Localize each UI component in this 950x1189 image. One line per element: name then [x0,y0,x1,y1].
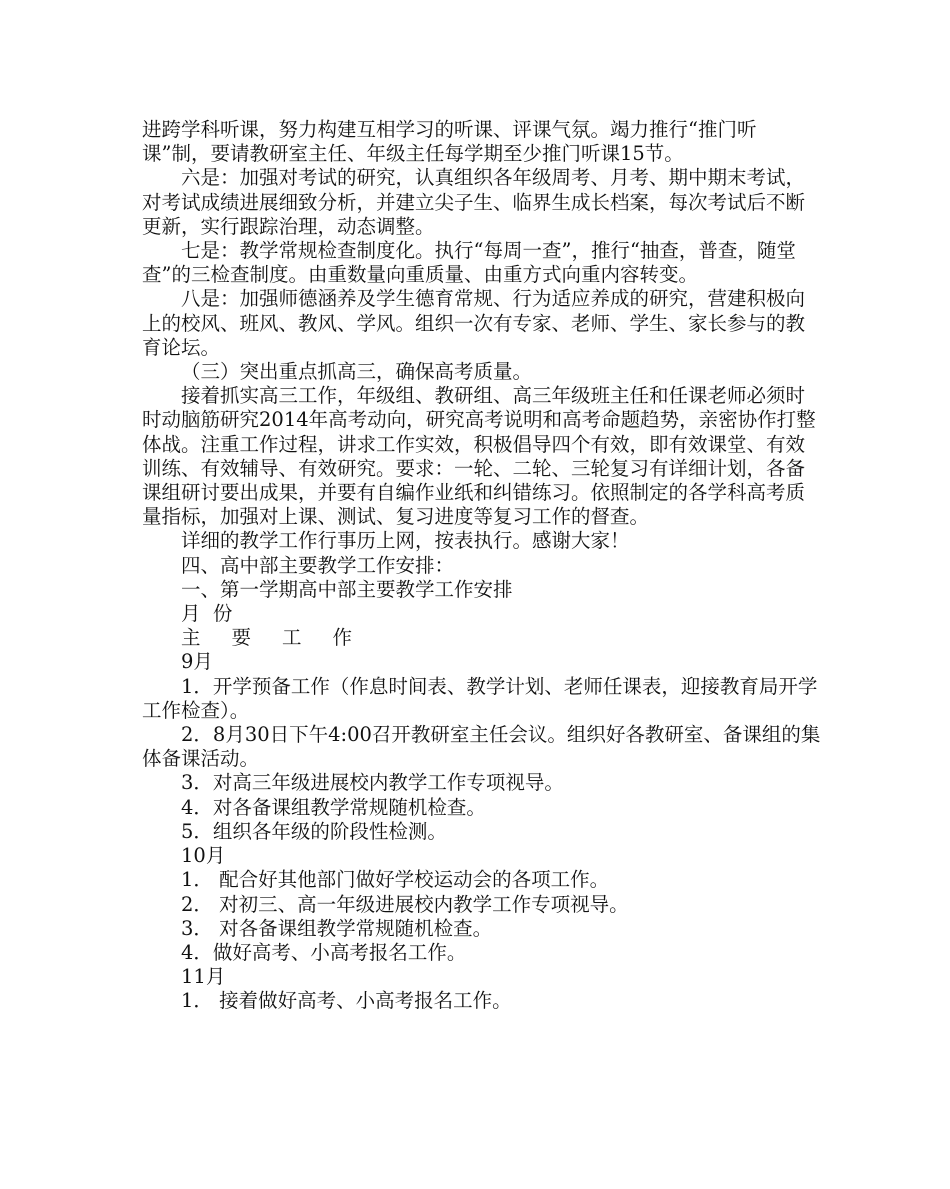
schedule-item: 2．8月30日下午4:00召开教研室主任会议。组织好各教研室、备课组的集体备课活动。 [142,723,821,771]
document-body [142,118,822,1014]
month-label-november: 11月 [181,965,226,989]
schedule-item: 4．做好高考、小高考报名工作。 [181,940,467,964]
schedule-item: 1．开学预备工作（作息时间表、教学计划、老师任课表，迎接教育局开学工作检查）。 [142,674,818,722]
schedule-item: 3．对高三年级进展校内教学工作专项视导。 [181,771,564,795]
paragraph-teacher-ethics: 八是：加强师德涵养及学生德育常规、行为适应养成的研究，营建积极向上的校风、班风、教风、学风。组织一次有专家、老师、学生、家长参与的教育论坛。 [142,287,806,359]
section-heading-first-semester: 一、第一学期高中部主要教学工作安排 [181,577,513,601]
month-label-october: 10月 [181,844,226,868]
paragraph-exam-research: 六是：加强对考试的研究，认真组织各年级周考、月考、期中期末考试，对考试成绩进展细致分析，并建立尖子生、临界生成长档案，每次考试后不断更新，实行跟踪治理，动态调整。 [142,166,806,238]
table-header-work [142,626,822,650]
section-heading-arrangements: 四、高中部主要教学工作安排： [181,553,455,577]
schedule-item: 2． 对初三、高一年级进展校内教学工作专项视导。 [181,892,629,916]
paragraph-routine-inspection: 七是：教学常规检查制度化。执行“每周一查”，推行“抽查，普查，随堂查”的三检查制度。由重数量向重质量、由重方式向重内容转变。 [142,239,796,287]
paragraph-listening-classes: 进跨学科听课，努力构建互相学习的听课、评课气氛。竭力推行“推门听课”制，要请教研室主任、年级主任每学期至少推门听课15节。 [142,118,757,166]
paragraph-senior-three-work: 接着抓实高三工作，年级组、教研组、高三年级班主任和任课老师必须时时动脑筋研究2014年高考动向，研究高考说明和高考命题趋势，亲密协作打整体战。注重工作过程，讲求工作实效，积极倡导四个有效，即有效课堂、有效训练、有效辅导、有效研究。要求：一轮、二轮、三轮复习有详细计划，各备课组研讨要出成果，并要有自编作业纸和纠错练习。依照制定的各学科高考质量指标，加强对上课、测试、复习进度等复习工作的督查。 [142,384,816,529]
schedule-item: 1． 配合好其他部门做好学校运动会的各项工作。 [181,868,610,892]
month-label-september: 9月 [181,650,213,674]
schedule-item: 1． 接着做好高考、小高考报名工作。 [181,989,512,1013]
section-heading-senior-three: （三）突出重点抓高三，确保高考质量。 [181,360,533,384]
month-column-label: 月 份 [181,602,233,626]
schedule-item: 4．对各备课组教学常规随机检查。 [181,795,486,819]
schedule-item: 5．组织各年级的阶段性检测。 [181,819,447,843]
table-header-month [142,602,822,626]
work-column-label: 主 要 工 作 [181,626,352,650]
schedule-item: 3． 对各备课组教学常规随机检查。 [181,916,493,940]
paragraph-calendar-note: 详细的教学工作行事历上网，按表执行。感谢大家！ [181,529,630,553]
